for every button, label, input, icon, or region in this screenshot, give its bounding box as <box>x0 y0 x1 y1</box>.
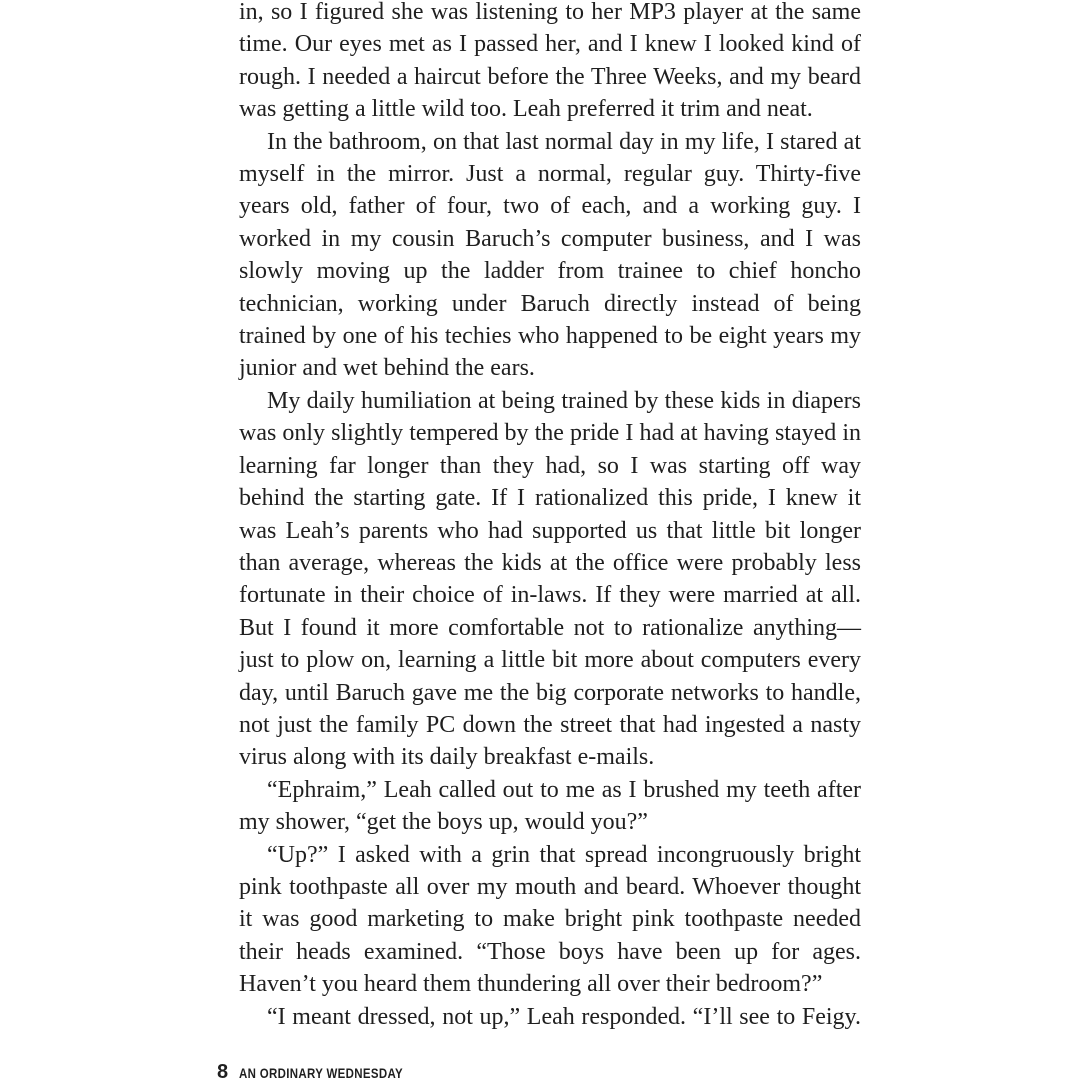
paragraph-1: in, so I figured she was listening to her MP3 player at the same time. Our eyes met as I passed her, and I knew I looked kind of rough. I needed a haircut before the Three Weeks, and my beard was getting a little wild too. Leah preferred it trim and neat. <box>239 0 861 123</box>
page-number: 8 <box>217 1061 229 1083</box>
paragraph-3: My daily humiliation at being trained by these kids in diapers was only slightly tempered by the pride I had at having stayed in learning far longer than they had, so I was starting off way behind the starting gate. If I rationalized this pride, I knew it was Leah’s parents who had supported us that little bit longer than average, whereas the kids at the office were probably less fortunate in their choice of in-laws. If they were married at all. But I found it more comfortable not to rationalize anything—just to plow on, learning a little bit more about computers every day, until Baruch gave me the big corporate networks to handle, not just the family PC down the street that had ingested a nasty virus along with its daily breakfast e-mails. <box>239 387 861 771</box>
body-text <box>239 0 861 1033</box>
paragraph-5: “Up?” I asked with a grin that spread incongruously bright pink toothpaste all over my mouth and beard. Whoever thought it was good marketing to make bright pink toothpaste needed their heads examined. “Those boys have been up for ages. Haven’t you heard them thundering all over their bedroom?” <box>239 841 861 998</box>
paragraph-6: “I meant dressed, not up,” Leah responded. “I’ll see to Feigy. <box>267 1003 861 1030</box>
running-title: AN ORDINARY WEDNESDAY <box>239 1065 404 1081</box>
paragraph-4: “Ephraim,” Leah called out to me as I brushed my teeth after my shower, “get the boys up, would you?” <box>239 776 861 836</box>
paragraph-2: In the bathroom, on that last normal day in my life, I stared at myself in the mirror. Just a normal, regular guy. Thirty-five years old, father of four, two of each, and a working guy. I worked in my cousin Baruch’s computer business, and I was slowly moving up the ladder from trainee to chief honcho technician, working under Baruch directly instead of being trained by one of his techies who happened to be eight years my junior and wet behind the ears. <box>239 128 861 382</box>
page-footer <box>217 1061 439 1084</box>
